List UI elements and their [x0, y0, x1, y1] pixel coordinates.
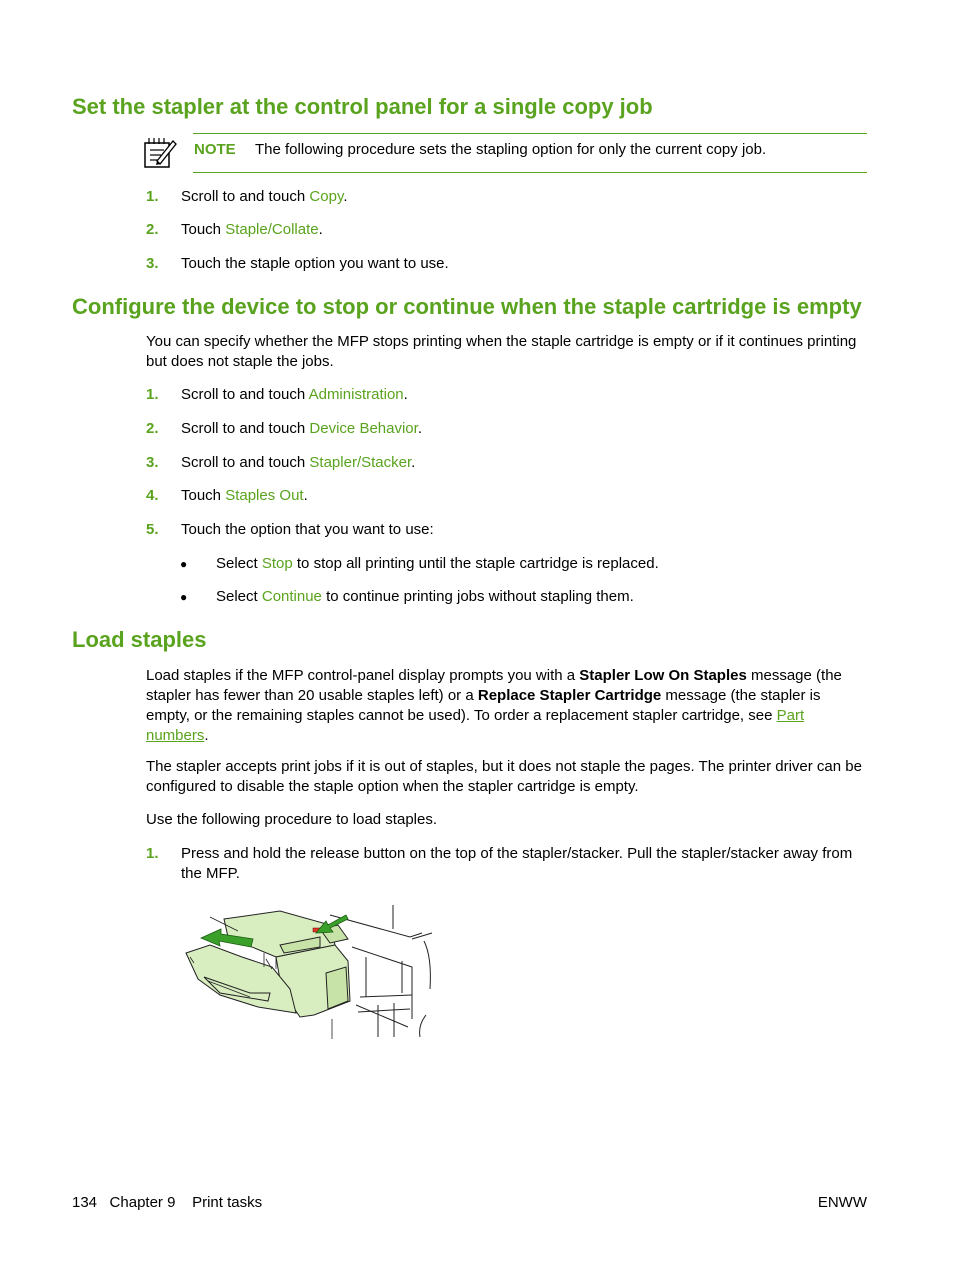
- bullet-icon: ●: [180, 590, 188, 604]
- control-panel-item-administration: Administration: [308, 386, 404, 403]
- step-item: [146, 486, 868, 506]
- page-footer-right: [818, 1193, 867, 1213]
- step-text: Scroll to and touch Device Behavior.: [181, 420, 422, 437]
- bullet-item: [180, 587, 868, 607]
- step-number: 5.: [146, 521, 159, 538]
- stapler-behavior-paragraph: The stapler accepts print jobs if it is out of staples, but it does not staple the pages. The printer driver can be configured to disable the staple option when the stapler cartridge is empty.: [146, 758, 862, 795]
- step-item: [146, 254, 868, 274]
- bullet-text: Select Stop to stop all printing until the staple cartridge is replaced.: [216, 555, 659, 572]
- load-staples-paragraph: Load staples if the MFP control-panel display prompts you with a Stapler Low On Staples message (the stapler has fewer than 20 usable staples left) or a Replace Stapler Cartridge message (the stapler is empty, or the remaining staples cannot be used). To order a replacement stapler cartridge, see Part numbers.: [146, 667, 842, 744]
- control-panel-item-device-behavior: Device Behavior: [309, 420, 418, 437]
- step-text: Touch the option that you want to use:: [181, 521, 434, 538]
- bullet-text: Select Continue to continue printing jobs without stapling them.: [216, 588, 634, 605]
- step-text: Touch Staple/Collate.: [181, 221, 323, 238]
- chapter-label: Chapter 9: [109, 1194, 176, 1211]
- page-footer-left: [72, 1193, 262, 1213]
- part-numbers-link[interactable]: Part numbers: [146, 707, 805, 744]
- step-item: [146, 220, 868, 240]
- step-number: 2.: [146, 221, 159, 238]
- step-item: [146, 520, 868, 540]
- control-panel-item-stop: Stop: [261, 555, 293, 572]
- intro-paragraph: You can specify whether the MFP stops printing when the staple cartridge is empty or if it continues printing but does not staple the jobs.: [146, 333, 857, 370]
- step-number: 1.: [146, 188, 159, 205]
- step-number: 4.: [146, 487, 159, 504]
- bullet-item: [180, 554, 868, 574]
- note-top-rule: [193, 133, 867, 134]
- step-item: [146, 453, 868, 473]
- footer-edition: ENWW: [817, 1194, 867, 1211]
- control-panel-item-staples-out: Staples Out: [225, 487, 304, 504]
- section-heading-single-copy: Set the stapler at the control panel for a single copy job: [72, 94, 653, 119]
- step-text: Scroll to and touch Copy.: [181, 188, 348, 205]
- step-item: [146, 187, 868, 207]
- step-number: 3.: [146, 255, 159, 272]
- control-panel-item-staple-collate: Staple/Collate: [225, 221, 319, 238]
- step-number: 2.: [146, 420, 159, 437]
- step-number: 3.: [146, 454, 159, 471]
- step-text: Scroll to and touch Stapler/Stacker.: [181, 454, 416, 471]
- note-bottom-rule: [193, 172, 867, 173]
- step-item: [146, 419, 868, 439]
- step-text: Touch Staples Out.: [181, 487, 308, 504]
- step-text: Press and hold the release button on the top of the stapler/stacker. Pull the stapler/stacker away from the MFP.: [181, 845, 853, 882]
- note-text: The following procedure sets the stapling option for only the current copy job.: [255, 141, 767, 158]
- step-item: [146, 385, 868, 405]
- step-number: 1.: [146, 386, 159, 403]
- chapter-title: Print tasks: [192, 1194, 263, 1211]
- step-text: Touch the staple option you want to use.: [181, 255, 449, 272]
- bullet-icon: ●: [180, 557, 188, 571]
- control-panel-item-copy: Copy: [309, 188, 344, 205]
- step-text: Scroll to and touch Administration.: [181, 386, 408, 403]
- step-item: [146, 844, 868, 884]
- step-number: 1.: [146, 845, 159, 862]
- control-panel-item-continue: Continue: [261, 588, 322, 605]
- section-heading-load-staples: Load staples: [72, 627, 207, 652]
- control-panel-item-stapler-stacker: Stapler/Stacker: [309, 454, 412, 471]
- page-number: 134: [72, 1194, 98, 1211]
- note-label: NOTE: [194, 141, 236, 158]
- section-heading-configure-device: Configure the device to stop or continue when the staple cartridge is empty: [72, 294, 862, 319]
- procedure-intro-paragraph: Use the following procedure to load staples.: [146, 811, 438, 828]
- note-icon: [143, 137, 179, 169]
- stapler-removal-illustration: [180, 897, 440, 1047]
